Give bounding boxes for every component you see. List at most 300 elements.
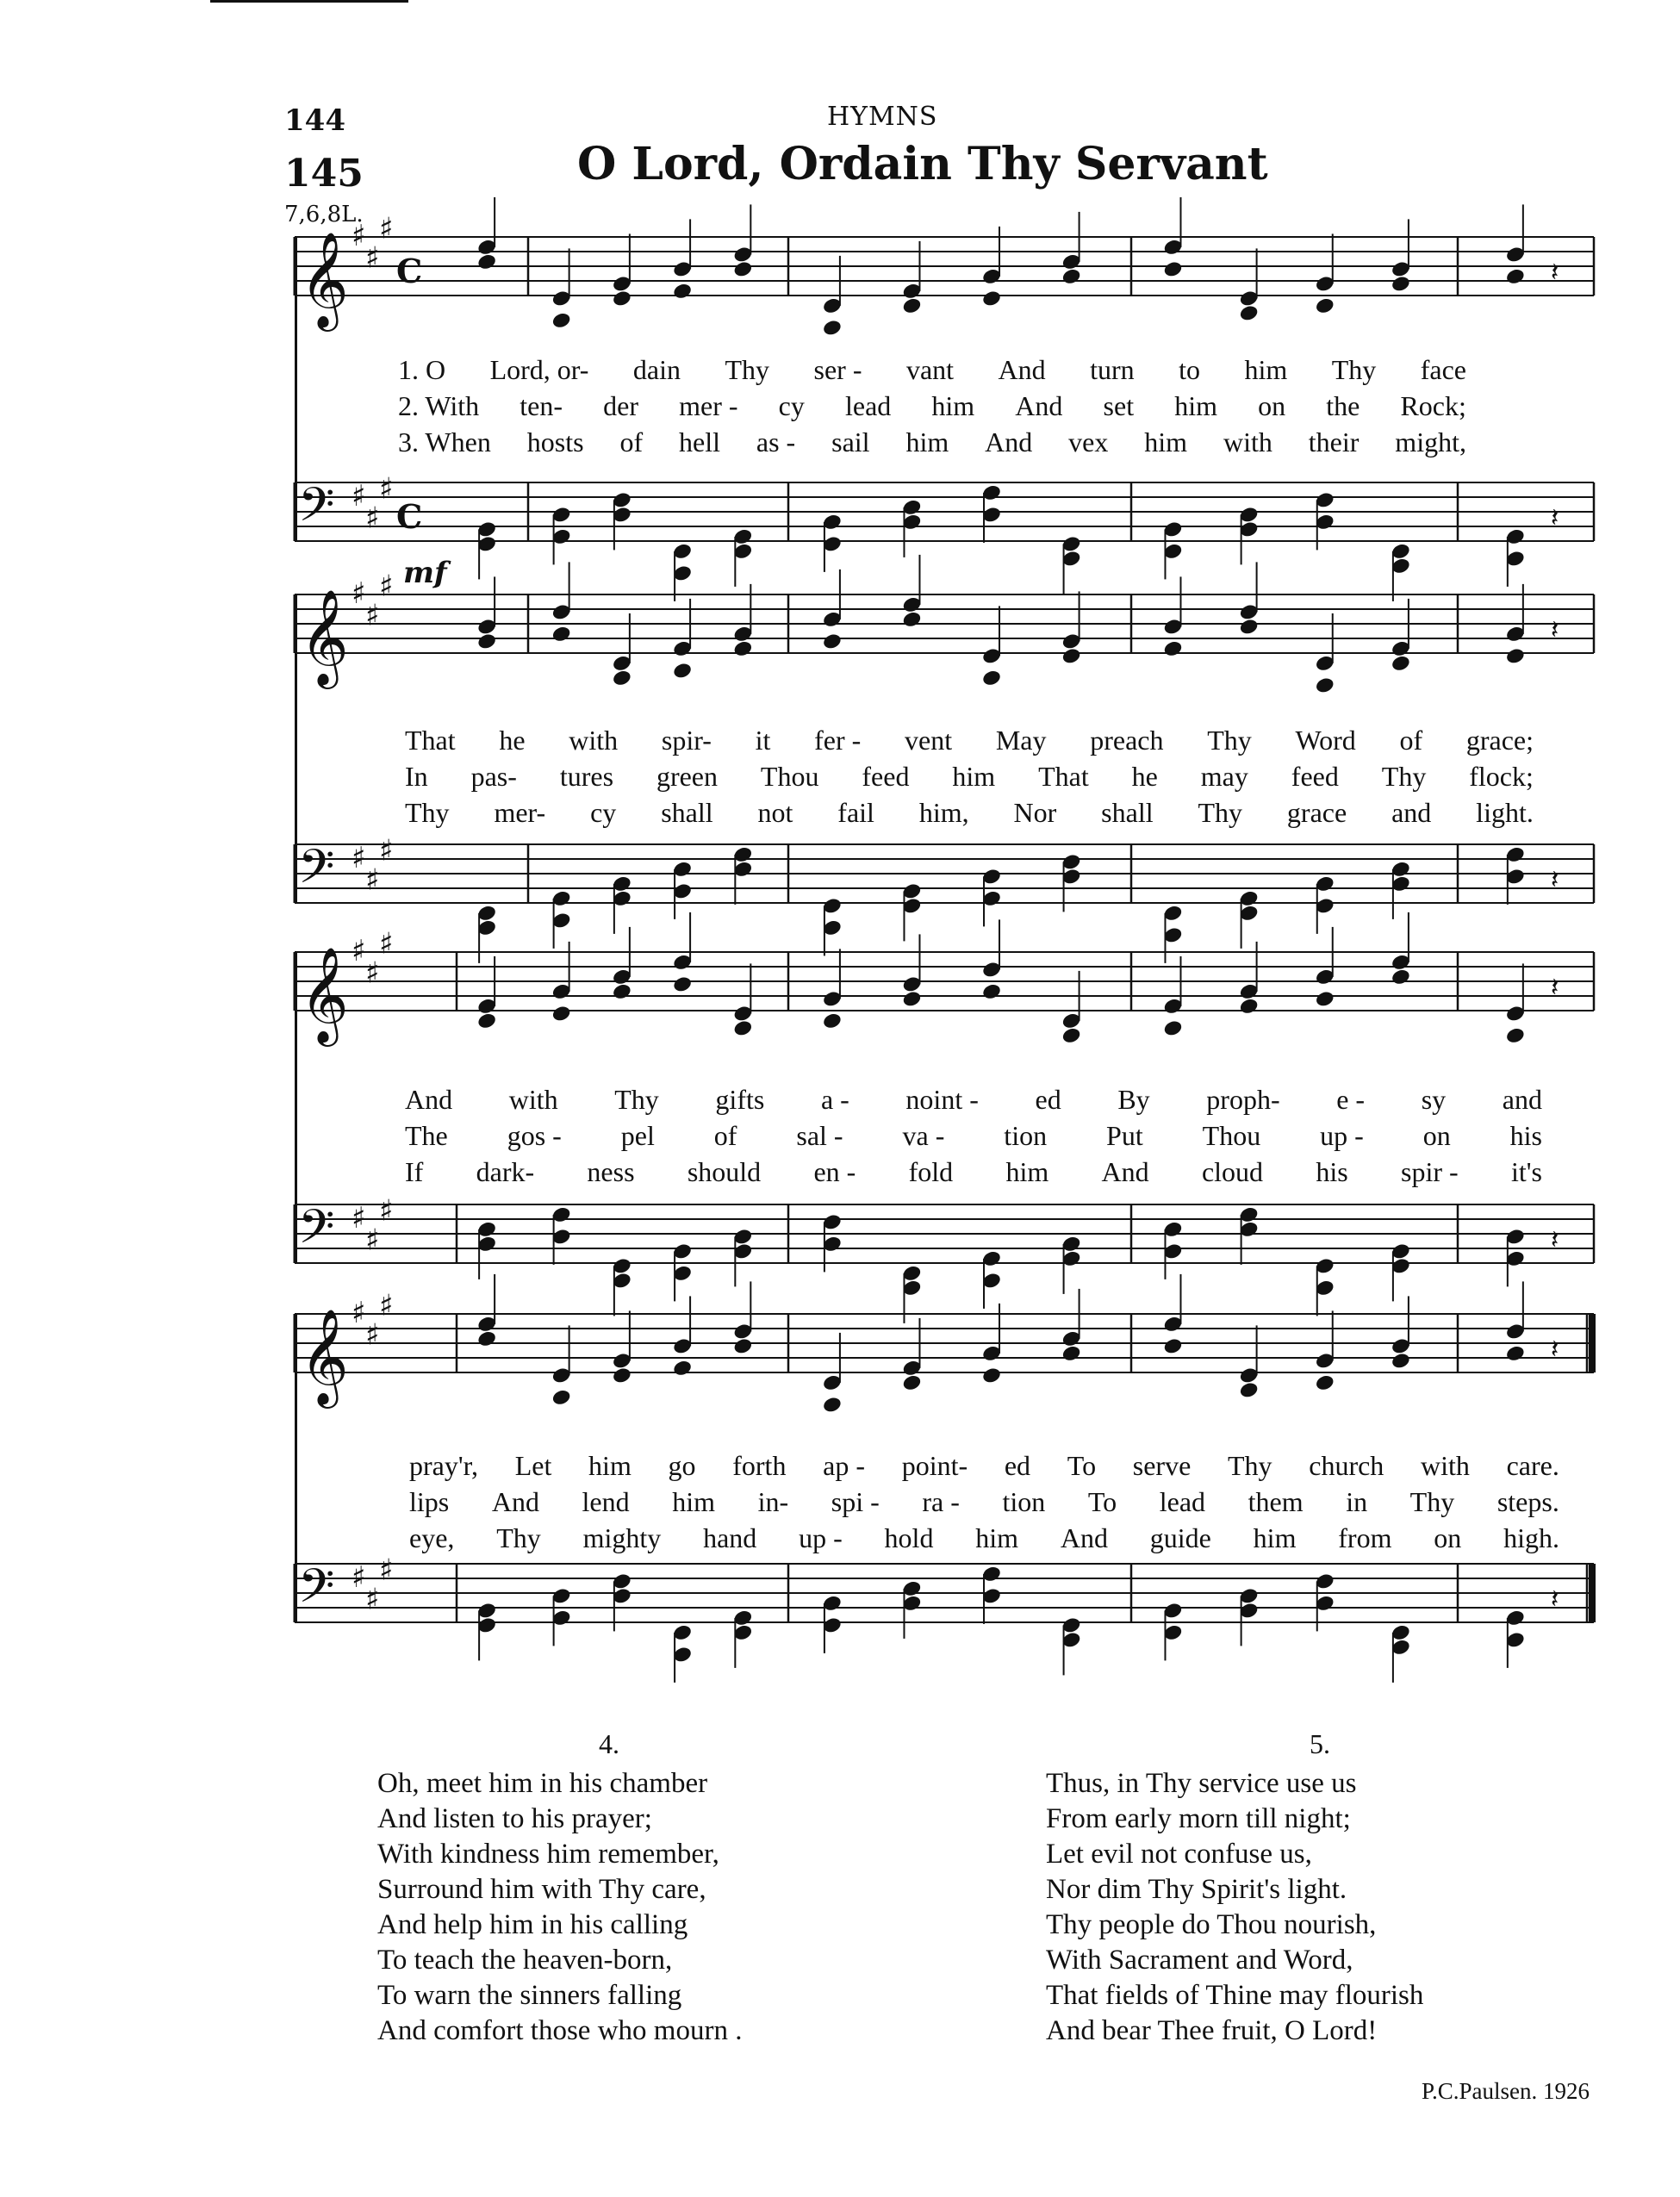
lyric-syllable: ed xyxy=(1035,1084,1061,1115)
lyric-syllable: his xyxy=(1316,1156,1348,1187)
lyric-syllable: pel xyxy=(620,1120,655,1151)
note-head xyxy=(1061,1344,1082,1362)
lyric-syllable: of xyxy=(619,426,644,457)
lyric-syllable: fail xyxy=(837,797,874,828)
lyric-syllable: To xyxy=(1067,1450,1097,1481)
note-head xyxy=(476,252,497,271)
sharp-icon: ♯ xyxy=(352,841,366,875)
lyric-syllable: Thy xyxy=(614,1084,659,1115)
note-head xyxy=(1391,1352,1411,1370)
stanza-line: And comfort those who mourn . xyxy=(377,2015,743,2046)
stanza-line: That fields of Thine may flourish xyxy=(1046,1980,1424,2011)
note-head xyxy=(1061,267,1082,285)
stanza-line: Oh, meet him in his chamber xyxy=(377,1768,708,1799)
lyric-syllable: shall xyxy=(661,797,713,828)
note-head xyxy=(551,311,572,329)
sharp-icon: ♯ xyxy=(352,219,366,253)
note-head xyxy=(1315,296,1335,314)
lyric-syllable: grace; xyxy=(1465,725,1534,756)
lyric-syllable: That xyxy=(1038,761,1089,792)
lyric-syllable: should xyxy=(687,1156,762,1187)
lyric-syllable: turn xyxy=(1090,354,1135,385)
lyric-syllable: him xyxy=(931,390,975,421)
note-head xyxy=(612,982,632,1000)
lyric-syllable: with xyxy=(569,725,619,756)
stanza-line: And listen to his prayer; xyxy=(377,1803,652,1834)
lyric-syllable: to xyxy=(1179,354,1200,385)
lyric-syllable: e - xyxy=(1336,1084,1366,1115)
lyric-syllable: he xyxy=(499,725,526,756)
note-head xyxy=(476,1011,497,1030)
treble-staff xyxy=(284,926,1602,1042)
lyric-syllable: and xyxy=(1502,1084,1542,1115)
lyric-syllable: with xyxy=(508,1084,558,1115)
dynamic-marking: mf xyxy=(403,556,447,590)
lyric-syllable: his xyxy=(1509,1120,1542,1151)
lyric-syllable: gos - xyxy=(507,1120,562,1151)
lyric-syllable: dark- xyxy=(476,1156,535,1187)
lyric-line xyxy=(409,1484,1559,1520)
lyric-syllable: And xyxy=(998,354,1046,385)
note-head xyxy=(476,632,497,650)
stanza-5 xyxy=(1046,1766,1423,2049)
quarter-rest-icon: 𝄽 xyxy=(1551,865,1559,895)
stanza-line: And help him in his calling xyxy=(377,1909,688,1940)
stanza-line: And bear Thee fruit, O Lord! xyxy=(1046,2015,1378,2046)
lyric-syllable: va - xyxy=(902,1120,945,1151)
lyric-syllable: spir - xyxy=(1400,1156,1459,1187)
lyric-line xyxy=(398,424,1466,460)
note-head xyxy=(732,260,753,278)
bass-clef-icon: 𝄢 xyxy=(298,1559,335,1625)
sharp-icon: ♯ xyxy=(365,1317,380,1353)
lyric-syllable: cy xyxy=(778,390,805,421)
quarter-rest-icon: 𝄽 xyxy=(1551,973,1559,1003)
lyric-syllable: If xyxy=(405,1156,424,1187)
lyric-syllable: fold xyxy=(908,1156,954,1187)
stanza-line: To warn the sinners falling xyxy=(377,1980,682,2011)
stanza-line: Surround him with Thy care, xyxy=(377,1874,706,1905)
stanza-4 xyxy=(377,1766,742,2049)
lyric-syllable: point- xyxy=(901,1450,968,1481)
treble-staff xyxy=(284,569,1602,685)
lyric-syllable: cloud xyxy=(1201,1156,1264,1187)
sharp-icon: ♯ xyxy=(379,1553,394,1588)
lyric-syllable: hold xyxy=(884,1522,934,1553)
lyric-syllable: the xyxy=(1326,390,1360,421)
lyric-line xyxy=(398,352,1466,388)
lyric-syllable: Thy xyxy=(725,354,770,385)
sharp-icon: ♯ xyxy=(352,479,366,513)
lyric-syllable: Thou xyxy=(760,761,819,792)
sharp-icon: ♯ xyxy=(365,1223,380,1258)
treble-staff xyxy=(284,1288,1602,1404)
lyric-syllable: And xyxy=(405,1084,453,1115)
note-head xyxy=(672,662,693,680)
note-head xyxy=(1391,654,1411,672)
lyric-syllable: guide xyxy=(1149,1522,1211,1553)
note-head xyxy=(1391,275,1411,293)
sharp-icon: ♯ xyxy=(365,598,380,633)
lyric-syllable: proph- xyxy=(1206,1084,1280,1115)
lyric-syllable: him xyxy=(1253,1522,1297,1553)
lyric-syllable: Word xyxy=(1295,725,1356,756)
note-head xyxy=(1239,304,1260,322)
note-head xyxy=(551,1388,572,1406)
lyric-syllable: on xyxy=(1422,1120,1451,1151)
sharp-icon: ♯ xyxy=(379,211,394,246)
sharp-icon: ♯ xyxy=(379,1288,394,1323)
note-head xyxy=(732,1337,753,1355)
note-head xyxy=(901,610,922,628)
note-head xyxy=(1239,997,1260,1015)
lyric-syllable: high. xyxy=(1503,1522,1559,1553)
note-head xyxy=(612,1366,632,1385)
lyrics-block xyxy=(398,352,1466,460)
lyric-syllable: Thy xyxy=(405,797,450,828)
lyric-syllable: Put xyxy=(1106,1120,1143,1151)
lyric-syllable: And xyxy=(491,1486,539,1517)
lyric-syllable: dain xyxy=(632,354,681,385)
lyric-syllable: And xyxy=(1015,390,1063,421)
lyric-syllable: set xyxy=(1103,390,1135,421)
note-head xyxy=(672,1359,693,1377)
lyric-syllable: spir- xyxy=(661,725,712,756)
sharp-icon: ♯ xyxy=(379,1193,394,1229)
note-head xyxy=(822,319,843,337)
lyric-syllable: noint - xyxy=(905,1084,979,1115)
treble-clef-icon: 𝄞 xyxy=(300,588,349,685)
common-time-icon: C xyxy=(396,497,423,536)
note-head xyxy=(1239,1381,1260,1399)
note-head xyxy=(1162,260,1183,278)
stanza-line: From early morn till night; xyxy=(1046,1803,1351,1834)
note-head xyxy=(981,982,1002,1000)
bass-clef-icon: 𝄢 xyxy=(298,839,335,906)
lyric-syllable: hosts xyxy=(526,426,584,457)
lyric-syllable: mer- xyxy=(494,797,546,828)
lyric-syllable: face xyxy=(1420,354,1466,385)
note-head xyxy=(1162,1019,1183,1037)
lyric-syllable: ed xyxy=(1004,1450,1031,1481)
note-head xyxy=(1061,647,1082,665)
bass-clef-icon: 𝄢 xyxy=(298,1199,335,1266)
lyric-syllable: on xyxy=(1258,390,1286,421)
lyric-syllable: lips xyxy=(409,1486,450,1517)
lyric-syllable: a - xyxy=(820,1084,849,1115)
lyric-syllable: as - xyxy=(756,426,796,457)
lyric-syllable: from xyxy=(1338,1522,1392,1553)
lyric-syllable: them xyxy=(1248,1486,1304,1517)
note-head xyxy=(1391,968,1411,986)
stanza-line: Let evil not confuse us, xyxy=(1046,1839,1312,1870)
lyric-syllable: of xyxy=(1399,725,1423,756)
lyric-syllable: der xyxy=(603,390,638,421)
lyric-syllable: go xyxy=(668,1450,696,1481)
bass-staff xyxy=(284,823,1602,935)
lyric-syllable: him xyxy=(672,1486,715,1517)
lyric-syllable: grace xyxy=(1286,797,1347,828)
lyric-syllable: To xyxy=(1087,1486,1117,1517)
lyric-syllable: sail xyxy=(831,426,870,457)
lyric-syllable: he xyxy=(1131,761,1158,792)
lyric-syllable: with xyxy=(1421,1450,1470,1481)
lyric-syllable: eye, xyxy=(409,1522,455,1553)
lyric-syllable: ness xyxy=(587,1156,635,1187)
sharp-icon: ♯ xyxy=(365,955,380,991)
sharp-icon: ♯ xyxy=(379,471,394,507)
lyric-syllable: lead xyxy=(1159,1486,1206,1517)
stanza-line: Thus, in Thy service use us xyxy=(1046,1768,1357,1799)
sharp-icon: ♯ xyxy=(352,1560,366,1595)
lyric-syllable: And xyxy=(1101,1156,1149,1187)
note-head xyxy=(672,975,693,993)
lyric-syllable: cy xyxy=(590,797,617,828)
quarter-rest-icon: 𝄽 xyxy=(1551,1225,1559,1255)
lyric-syllable: And xyxy=(985,426,1033,457)
sharp-icon: ♯ xyxy=(379,833,394,868)
lyric-syllable: him, xyxy=(918,797,969,828)
lyric-syllable: him xyxy=(952,761,996,792)
lyric-syllable: hand xyxy=(703,1522,757,1553)
lyric-syllable: ser - xyxy=(813,354,862,385)
lyric-syllable: ra - xyxy=(922,1486,960,1517)
lyric-syllable: In xyxy=(405,761,428,792)
lyric-syllable: him xyxy=(1144,426,1188,457)
lyric-syllable: May xyxy=(995,725,1047,756)
lyric-syllable: might, xyxy=(1395,426,1466,457)
note-head xyxy=(1061,1026,1082,1044)
lyric-syllable: 2. With xyxy=(398,390,480,421)
lyric-syllable: Thy xyxy=(1381,761,1427,792)
lyric-syllable: forth xyxy=(732,1450,787,1481)
lyric-syllable: mer - xyxy=(679,390,738,421)
hymn-meter: 7,6,8L. xyxy=(284,202,364,227)
lyric-syllable: with xyxy=(1223,426,1272,457)
lyric-syllable: Thy xyxy=(496,1522,541,1553)
bass-staff xyxy=(284,1542,1602,1654)
note-head xyxy=(1315,990,1335,1008)
lyric-syllable: him xyxy=(975,1522,1019,1553)
lyric-syllable: not xyxy=(757,797,793,828)
lyric-syllable: pas- xyxy=(470,761,517,792)
lyric-syllable: Thy xyxy=(1198,797,1243,828)
lyric-syllable: lead xyxy=(844,390,892,421)
lyrics-block xyxy=(405,1081,1542,1190)
lyric-syllable: feed xyxy=(862,761,910,792)
lyric-syllable: him xyxy=(588,1450,632,1481)
lyric-syllable: vent xyxy=(905,725,953,756)
note-head xyxy=(551,625,572,643)
lyric-syllable: serve xyxy=(1132,1450,1192,1481)
lyric-syllable: Thou xyxy=(1202,1120,1261,1151)
note-head xyxy=(476,1329,497,1347)
lyric-syllable: By xyxy=(1117,1084,1150,1115)
lyric-syllable: 3. When xyxy=(398,426,491,457)
lyric-syllable: flock; xyxy=(1469,761,1534,792)
treble-clef-icon: 𝄞 xyxy=(300,231,349,327)
lyric-syllable: Rock; xyxy=(1400,390,1466,421)
lyric-syllable: tion xyxy=(1002,1486,1046,1517)
stanza-line: Thy people do Thou nourish, xyxy=(1046,1909,1377,1940)
lyric-syllable: lend xyxy=(582,1486,630,1517)
common-time-icon: C xyxy=(396,252,423,290)
lyric-syllable: Let xyxy=(514,1450,552,1481)
note-head xyxy=(612,669,632,687)
lyric-syllable: him xyxy=(1174,390,1217,421)
lyric-syllable: care. xyxy=(1506,1450,1559,1481)
note-head xyxy=(551,1005,572,1023)
note-head xyxy=(1505,1344,1526,1362)
note-head xyxy=(612,289,632,308)
note-head xyxy=(1315,1373,1335,1391)
lyric-syllable: in xyxy=(1346,1486,1368,1517)
lyric-syllable: That xyxy=(405,725,456,756)
lyric-syllable: it xyxy=(755,725,771,756)
lyric-syllable: Thy xyxy=(1207,725,1252,756)
lyric-syllable: in- xyxy=(757,1486,789,1517)
lyric-line xyxy=(409,1447,1559,1484)
lyric-syllable: hell xyxy=(679,426,720,457)
lyric-syllable: Thy xyxy=(1227,1450,1272,1481)
running-header: HYMNS xyxy=(827,102,938,132)
lyrics-block xyxy=(405,722,1534,831)
lyric-syllable: up - xyxy=(1320,1120,1364,1151)
lyric-syllable: it's xyxy=(1510,1156,1542,1187)
lyric-syllable: green xyxy=(656,761,718,792)
note-head xyxy=(1315,676,1335,694)
note-head xyxy=(1239,618,1260,636)
lyric-syllable: The xyxy=(405,1120,448,1151)
lyric-syllable: on xyxy=(1434,1522,1462,1553)
lyric-line xyxy=(405,1081,1542,1117)
note-head xyxy=(1505,647,1526,665)
lyric-syllable: Lord, or- xyxy=(489,354,589,385)
lyric-line xyxy=(405,1117,1542,1154)
lyric-syllable: vex xyxy=(1068,426,1109,457)
sharp-icon: ♯ xyxy=(352,1296,366,1330)
lyric-syllable: vant xyxy=(905,354,955,385)
lyric-syllable: tion xyxy=(1004,1120,1048,1151)
quarter-rest-icon: 𝄽 xyxy=(1551,258,1559,288)
lyric-syllable: their xyxy=(1308,426,1360,457)
lyric-syllable: 1. O xyxy=(398,354,446,385)
lyric-syllable: Nor xyxy=(1013,797,1057,828)
lyric-syllable: en - xyxy=(813,1156,856,1187)
lyric-syllable: mighty xyxy=(582,1522,662,1553)
note-head xyxy=(822,1396,843,1414)
stanza-line: Nor dim Thy Spirit's light. xyxy=(1046,1874,1347,1905)
stanza-4-number: 4. xyxy=(599,1728,619,1759)
bass-staff xyxy=(284,1183,1602,1295)
note-head xyxy=(822,632,843,650)
note-head xyxy=(1162,1337,1183,1355)
note-head xyxy=(1505,267,1526,285)
lyrics-block xyxy=(409,1447,1559,1556)
note-head xyxy=(672,282,693,300)
sharp-icon: ♯ xyxy=(365,501,380,536)
lyric-syllable: him xyxy=(1244,354,1288,385)
bass-clef-icon: 𝄢 xyxy=(298,477,335,544)
note-head xyxy=(901,1373,922,1391)
note-head xyxy=(1162,639,1183,657)
stanza-line: To teach the heaven-born, xyxy=(377,1945,673,1976)
lyric-syllable: sy xyxy=(1421,1084,1447,1115)
sharp-icon: ♯ xyxy=(352,934,366,968)
lyric-syllable: feed xyxy=(1291,761,1339,792)
treble-clef-icon: 𝄞 xyxy=(300,1308,349,1404)
lyric-syllable: church xyxy=(1309,1450,1384,1481)
stanza-5-number: 5. xyxy=(1310,1728,1330,1759)
note-head xyxy=(732,1019,753,1037)
lyric-syllable: fer - xyxy=(814,725,862,756)
lyric-line xyxy=(398,388,1466,424)
lyric-syllable: spi - xyxy=(831,1486,880,1517)
lyric-syllable: up - xyxy=(799,1522,843,1553)
lyric-syllable: ap - xyxy=(823,1450,865,1481)
hymn-number: 145 xyxy=(284,152,364,196)
lyric-line xyxy=(405,758,1534,794)
lyric-syllable: preach xyxy=(1090,725,1164,756)
lyric-syllable: Thy xyxy=(1409,1486,1455,1517)
sharp-icon: ♯ xyxy=(352,1201,366,1235)
quarter-rest-icon: 𝄽 xyxy=(1551,1335,1559,1365)
lyric-syllable: him xyxy=(1005,1156,1049,1187)
lyric-syllable: Thy xyxy=(1331,354,1377,385)
quarter-rest-icon: 𝄽 xyxy=(1551,503,1559,533)
sharp-icon: ♯ xyxy=(365,1582,380,1617)
top-rule xyxy=(210,0,408,3)
sharp-icon: ♯ xyxy=(365,862,380,898)
lyric-syllable: pray'r, xyxy=(409,1450,478,1481)
lyric-syllable: of xyxy=(713,1120,737,1151)
page-number: 144 xyxy=(284,103,345,138)
lyric-line xyxy=(405,722,1534,758)
lyric-syllable: tures xyxy=(559,761,614,792)
lyric-syllable: steps. xyxy=(1496,1486,1559,1517)
sharp-icon: ♯ xyxy=(379,569,394,604)
lyric-syllable: may xyxy=(1200,761,1248,792)
lyric-syllable: shall xyxy=(1101,797,1154,828)
lyric-syllable: sal - xyxy=(796,1120,843,1151)
lyric-syllable: ten- xyxy=(520,390,563,421)
lyric-syllable: him xyxy=(905,426,949,457)
author-credit: P.C.Paulsen. 1926 xyxy=(1421,2078,1590,2104)
lyric-syllable: And xyxy=(1060,1522,1108,1553)
hymn-title: O Lord, Ordain Thy Servant xyxy=(577,138,1268,190)
note-head xyxy=(901,990,922,1008)
treble-clef-icon: 𝄞 xyxy=(300,946,349,1042)
lyric-syllable: gifts xyxy=(715,1084,765,1115)
note-head xyxy=(981,669,1002,687)
note-head xyxy=(981,289,1002,308)
note-head xyxy=(901,296,922,314)
stanza-line: With kindness him remember, xyxy=(377,1839,719,1870)
lyric-syllable: and xyxy=(1391,797,1432,828)
sharp-icon: ♯ xyxy=(365,240,380,276)
stanza-line: With Sacrament and Word, xyxy=(1046,1945,1353,1976)
quarter-rest-icon: 𝄽 xyxy=(1551,615,1559,645)
bass-staff xyxy=(284,461,1602,573)
quarter-rest-icon: 𝄽 xyxy=(1551,1584,1559,1615)
sharp-icon: ♯ xyxy=(352,576,366,611)
note-head xyxy=(822,1011,843,1030)
lyric-syllable: light. xyxy=(1476,797,1534,828)
note-head xyxy=(732,639,753,657)
sharp-icon: ♯ xyxy=(379,926,394,962)
note-head xyxy=(981,1366,1002,1385)
note-head xyxy=(1505,1026,1526,1044)
